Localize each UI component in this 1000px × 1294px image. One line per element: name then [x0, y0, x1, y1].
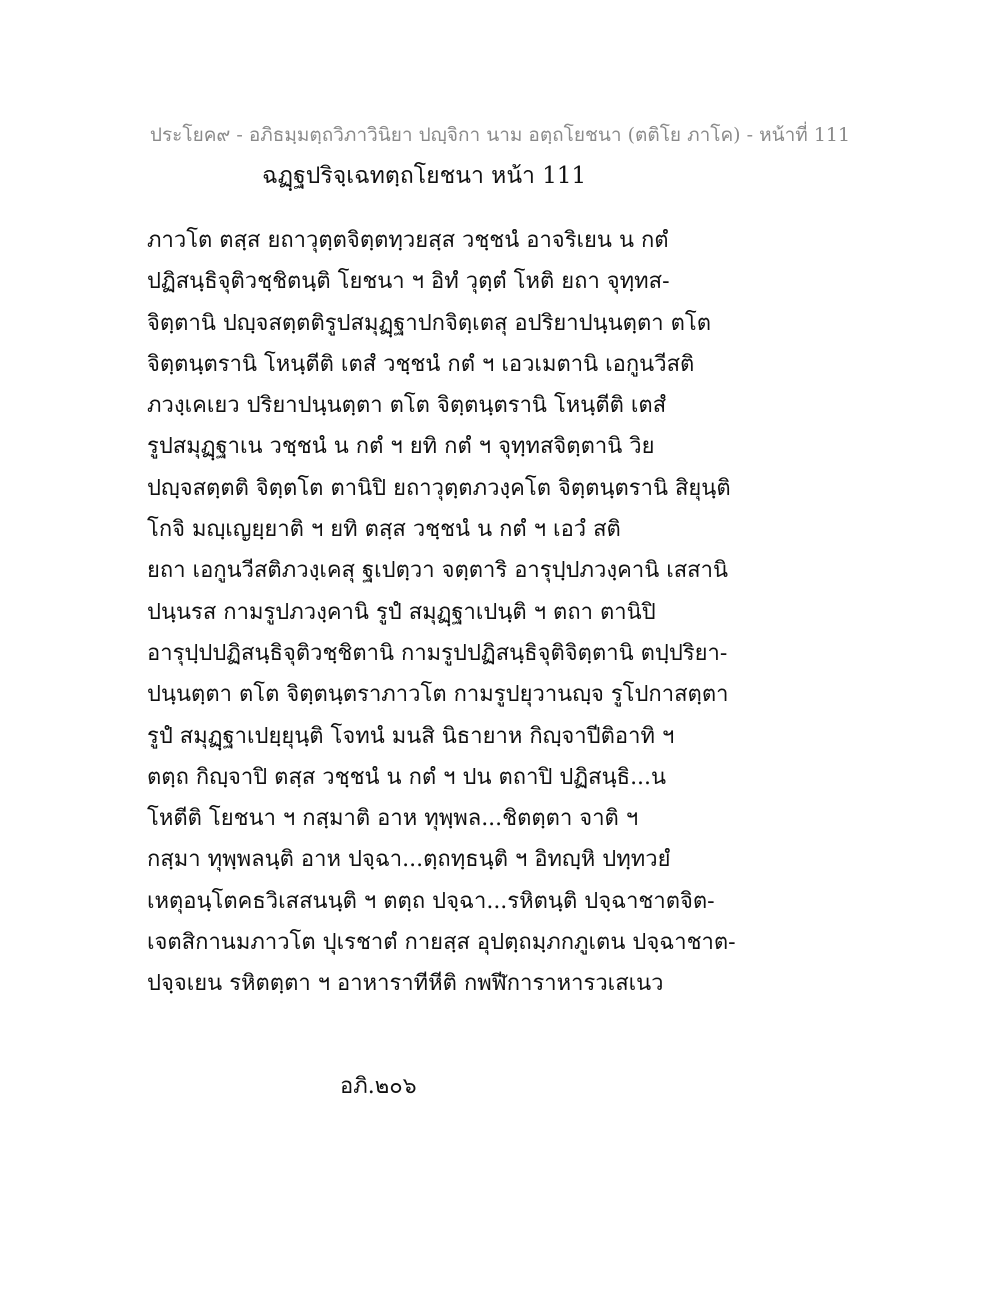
text-line: ปฏิสนฺธิจุติวชฺชิตนฺติ โยชนา ฯ อิทํ วุตฺตํ โหติ ยถา จุทฺทส- — [147, 269, 670, 295]
text-line: รูปสมุฏฺฐาเน วชฺชนํ น กตํ ฯ ยทิ กตํ ฯ จุทฺทสจิตฺตานิ วิย — [147, 434, 655, 460]
text-line: เจตสิกานมภาวโต ปุเรชาตํ กายสฺส อุปตฺถมฺภกภูเตน ปจฺฉาชาต- — [147, 930, 736, 956]
text-line: รูปํ สมุฏฺฐาเปยฺยุนฺติ โจทนํ มนสิ นิธายาห กิญฺจาปีติอาทิ ฯ — [147, 723, 675, 749]
text-line: ภาวโต ตสฺส ยถาวุตฺตจิตฺตทฺวยสฺส วชฺชนํ อาจริเยน น กตํ — [147, 228, 669, 253]
text-line: ปญฺจสตฺตติ จิตฺตโต ตานิปิ ยถาวุตฺตภวงฺคโต จิตฺตนฺตรานิ สิยุนฺติ — [147, 475, 731, 501]
text-line: เหตุอนฺโตคธวิเสสนนฺติ ฯ ตตฺถ ปจฺฉา...รหิตนฺติ ปจฺฉาชาตจิต- — [147, 888, 715, 914]
text-line: จิตฺตานิ ปญฺจสตฺตติรูปสมุฏฺฐาปกจิตฺเตสุ อปริยาปนฺนตฺตา ตโต — [147, 310, 711, 336]
text-line: กสฺมา ทุพฺพลนฺติ อาห ปจฺฉา...ตฺถทฺธนฺติ ฯ อิทญฺหิ ปทฺทวยํ — [147, 847, 671, 873]
text-line: ยถา เอกูนวีสติภวงฺเคสุ ฐเปตฺวา จตฺตาริ อารุปฺปภวงฺคานิ เสสานิ — [147, 558, 728, 584]
text-line: โกจิ มญฺเญยฺยาติ ฯ ยทิ ตสฺส วชฺชนํ น กตํ ฯ เอวํ สติ — [147, 517, 621, 543]
text-line: จิตฺตนฺตรานิ โหนฺตีติ เตสํ วชฺชนํ กตํ ฯ เอวเมตานิ เอกูนวีสติ — [147, 351, 695, 377]
text-line: โหตีติ โยชนา ฯ กสฺมาติ อาห ทุพฺพล...ชิตตฺตา จาติ ฯ — [147, 806, 639, 832]
text-line: ปนฺนตฺตา ตโต จิตฺตนฺตราภาวโต กามรูปยุวานญฺจ รูโปกาสตฺตา — [147, 682, 729, 708]
body-text — [147, 220, 736, 1005]
running-header: ประโยค๙ - อภิธมฺมตฺถวิภาวินิยา ปญฺจิกา นาม อตฺถโยชนา (ตติโย ภาโค) - หน้าที่ 111 — [149, 124, 851, 146]
signature-mark: อภิ.๒๐๖ — [340, 1074, 417, 1099]
text-line: ตตฺถ กิญฺจาปิ ตสฺส วชฺชนํ น กตํ ฯ ปน ตถาปิ ปฏิสนฺธิ...น — [147, 764, 667, 790]
text-line: ภวงฺเคเยว ปริยาปนฺนตฺตา ตโต จิตฺตนฺตรานิ โหนฺตีติ เตสํ — [147, 393, 667, 419]
text-line: อารุปฺปปฏิสนฺธิจุติวชฺชิตานิ กามรูปปฏิสนฺธิจุติจิตฺตานิ ตปฺปริยา- — [147, 640, 728, 666]
page-title: ฉฏฺฐปริจฺเฉทตฺถโยชนา หน้า 111 — [262, 163, 587, 189]
text-line: ปจฺจเยน รหิตตฺตา ฯ อาหาราทีหีติ กพฬีการาหารวเสเนว — [147, 971, 664, 997]
text-line: ปนฺนรส กามรูปภวงฺคานิ รูปํ สมุฏฺฐาเปนฺติ ฯ ตถา ตานิปิ — [147, 599, 656, 625]
